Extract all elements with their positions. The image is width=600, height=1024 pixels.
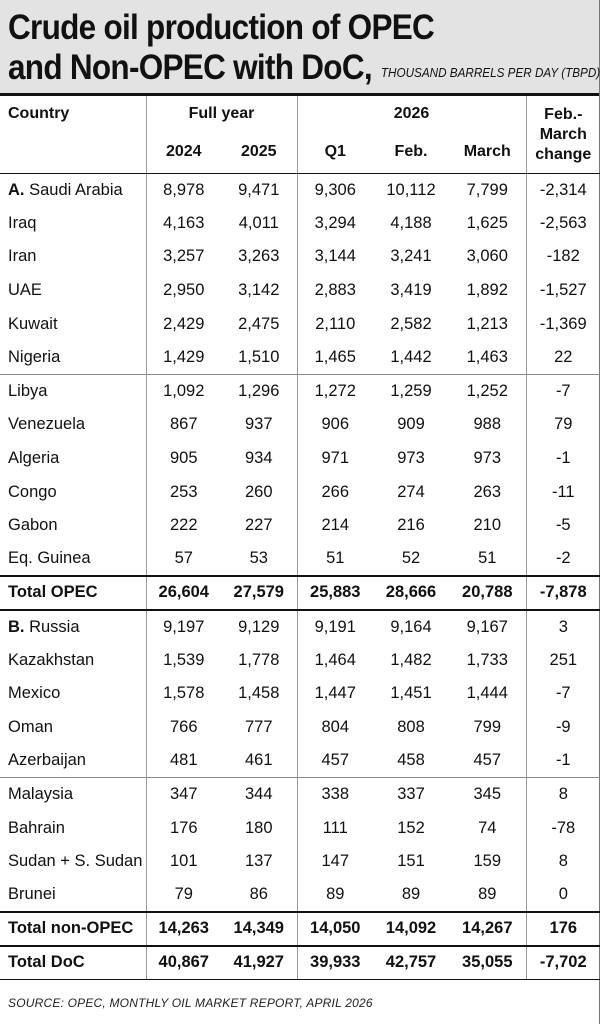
value-q1: 9,306 <box>297 173 373 207</box>
value-2024: 40,867 <box>146 946 221 980</box>
value-feb: 10,112 <box>386 180 436 199</box>
value-change: -1 <box>526 744 600 778</box>
country-cell <box>0 610 146 644</box>
value-2024: 57 <box>146 543 221 577</box>
value-feb: 4,188 <box>390 213 432 232</box>
value-2025: 9,129 <box>238 617 280 636</box>
value-change: 251 <box>526 643 600 677</box>
value-feb: 2,582 <box>390 314 432 333</box>
value-q1: 3,144 <box>297 240 373 274</box>
value-march: 20,788 <box>449 576 526 610</box>
value-march: 1,733 <box>466 650 508 669</box>
units-label: THOUSAND BARRELS PER DAY (TBPD) <box>380 65 600 80</box>
table-row <box>0 207 600 241</box>
table-row <box>0 643 600 677</box>
country-name: Total DoC <box>8 953 85 972</box>
country-cell <box>0 442 146 476</box>
table-row <box>0 677 600 711</box>
value-q1: 9,191 <box>297 610 373 644</box>
value-2025: 180 <box>244 818 273 837</box>
value-2024: 1,578 <box>146 677 221 711</box>
value-march: 988 <box>473 415 502 434</box>
value-march: 799 <box>473 717 502 736</box>
country-cell <box>0 677 146 711</box>
value-feb: 3,419 <box>390 281 432 300</box>
value-2025: 1,296 <box>221 375 297 409</box>
value-march: 210 <box>473 516 502 535</box>
section-label: A. <box>8 180 25 199</box>
value-2024: 101 <box>146 845 221 879</box>
value-change: 3 <box>526 610 600 644</box>
table-row <box>0 274 600 308</box>
value-q1: 1,272 <box>297 375 373 409</box>
country-name: Saudi Arabia <box>29 180 123 199</box>
table-row <box>0 711 600 745</box>
country-name: Total non-OPEC <box>8 919 134 938</box>
value-feb: 1,451 <box>390 684 432 703</box>
country-cell <box>0 912 146 946</box>
section-label: B. <box>8 617 25 636</box>
value-feb: 216 <box>397 516 425 535</box>
source-note: SOURCE: OPEC, MONTHLY OIL MARKET REPORT, APRIL 2026 <box>8 996 373 1010</box>
value-2024: 79 <box>146 878 221 912</box>
country-name: Venezuela <box>8 415 86 434</box>
table-row <box>0 173 600 207</box>
total-row <box>0 946 600 980</box>
table-row <box>0 307 600 341</box>
value-2025: 86 <box>249 885 268 904</box>
value-feb: 909 <box>397 415 425 434</box>
value-change: 79 <box>526 408 600 442</box>
header-feb: Feb. <box>373 131 449 173</box>
value-feb: 3,241 <box>390 247 432 266</box>
value-2025: 777 <box>244 717 273 736</box>
country-name: Iran <box>8 247 37 266</box>
total-row <box>0 576 600 610</box>
value-q1: 266 <box>297 475 373 509</box>
value-2025: 27,579 <box>221 576 297 610</box>
value-march: 1,463 <box>466 348 508 367</box>
country-cell <box>0 878 146 912</box>
country-cell <box>0 543 146 577</box>
value-change: -7,702 <box>526 946 600 980</box>
value-march: 51 <box>478 549 497 568</box>
value-change: 8 <box>526 845 600 879</box>
value-2025: 1,510 <box>238 348 280 367</box>
value-2025: 14,349 <box>221 912 297 946</box>
country-cell <box>0 744 146 778</box>
title-block <box>0 0 599 96</box>
value-2025: 137 <box>244 852 273 871</box>
value-change: -7 <box>526 677 600 711</box>
total-row <box>0 912 600 946</box>
table-row <box>0 408 600 442</box>
value-q1: 39,933 <box>297 946 373 980</box>
value-2024: 8,978 <box>146 173 221 207</box>
value-change: 176 <box>526 912 600 946</box>
header-march: March <box>449 131 526 173</box>
value-q1: 111 <box>297 811 373 845</box>
value-q1: 89 <box>297 878 373 912</box>
header-2024: 2024 <box>146 131 221 173</box>
country-cell <box>0 475 146 509</box>
value-feb: 1,442 <box>390 348 432 367</box>
value-2024: 176 <box>146 811 221 845</box>
country-cell <box>0 845 146 879</box>
table-row <box>0 878 600 912</box>
value-q1: 804 <box>297 711 373 745</box>
value-2024: 2,950 <box>146 274 221 308</box>
value-march: 1,213 <box>466 314 508 333</box>
table-row <box>0 442 600 476</box>
value-q1: 147 <box>297 845 373 879</box>
value-q1: 214 <box>297 509 373 543</box>
value-2024: 3,257 <box>146 240 221 274</box>
value-change: -7,878 <box>526 576 600 610</box>
country-cell <box>0 576 146 610</box>
value-q1: 1,464 <box>297 643 373 677</box>
header-2025: 2025 <box>221 131 297 173</box>
value-march: 35,055 <box>449 946 526 980</box>
country-cell <box>0 173 146 207</box>
value-2025: 937 <box>244 415 273 434</box>
value-2025: 344 <box>221 778 297 812</box>
table-row <box>0 744 600 778</box>
value-change: -9 <box>526 711 600 745</box>
table-row <box>0 543 600 577</box>
country-name: Total OPEC <box>8 583 98 602</box>
country-name: Mexico <box>8 684 61 703</box>
country-cell <box>0 207 146 241</box>
country-name: Libya <box>8 382 48 401</box>
value-march: 9,167 <box>466 617 508 636</box>
title-line-1: Crude oil production of OPEC <box>8 8 435 47</box>
value-2025: 461 <box>244 751 273 770</box>
country-cell <box>0 341 146 375</box>
country-name: Kazakhstan <box>8 650 95 669</box>
country-name: Iraq <box>8 213 37 232</box>
country-name: Congo <box>8 482 57 501</box>
country-name: Nigeria <box>8 348 61 367</box>
value-2025: 3,142 <box>238 281 280 300</box>
value-march: 14,267 <box>449 912 526 946</box>
value-2025: 934 <box>244 449 273 468</box>
value-2025: 2,475 <box>238 314 280 333</box>
value-change: -7 <box>526 375 600 409</box>
value-march: 89 <box>478 885 497 904</box>
value-q1: 2,883 <box>297 274 373 308</box>
value-2025: 53 <box>249 549 268 568</box>
value-2025: 227 <box>244 516 273 535</box>
country-cell <box>0 408 146 442</box>
value-change: -182 <box>526 240 600 274</box>
country-cell <box>0 509 146 543</box>
value-q1: 1,465 <box>297 341 373 375</box>
country-name: Azerbaijan <box>8 751 86 770</box>
value-feb: 42,757 <box>373 946 449 980</box>
country-name: Eq. Guinea <box>8 549 91 568</box>
value-change: 8 <box>526 778 600 812</box>
header-full-year: Full year <box>146 96 297 131</box>
value-march: 7,799 <box>466 180 508 199</box>
production-table <box>0 96 600 980</box>
header-country: Country <box>0 96 146 173</box>
value-q1: 1,447 <box>297 677 373 711</box>
value-2025: 1,778 <box>238 650 280 669</box>
value-2024: 1,539 <box>146 643 221 677</box>
value-feb: 458 <box>397 751 425 770</box>
country-cell <box>0 307 146 341</box>
value-feb: 337 <box>373 778 449 812</box>
table-row <box>0 240 600 274</box>
value-2024: 481 <box>146 744 221 778</box>
value-2025: 4,011 <box>238 213 279 232</box>
country-name: Brunei <box>8 885 56 904</box>
value-q1: 338 <box>297 778 373 812</box>
table-row <box>0 375 600 409</box>
country-cell <box>0 778 146 812</box>
country-cell <box>0 240 146 274</box>
value-2024: 222 <box>146 509 221 543</box>
value-feb: 14,092 <box>373 912 449 946</box>
value-2024: 26,604 <box>146 576 221 610</box>
country-cell <box>0 643 146 677</box>
country-cell <box>0 274 146 308</box>
header-2026: 2026 <box>297 96 526 131</box>
value-change: 0 <box>526 878 600 912</box>
title-line-2: and Non-OPEC with DoC, THOUSAND BARRELS PER DAY (TBPD) <box>8 48 600 87</box>
value-change: -1,527 <box>526 274 600 308</box>
value-feb: 274 <box>397 482 425 501</box>
country-name: Sudan + S. Sudan <box>8 852 143 871</box>
country-name: Algeria <box>8 449 60 468</box>
value-q1: 906 <box>297 408 373 442</box>
table-row <box>0 509 600 543</box>
value-2025: 9,471 <box>238 180 280 199</box>
value-2024: 1,092 <box>146 375 221 409</box>
value-feb: 808 <box>397 717 425 736</box>
value-2024: 14,263 <box>146 912 221 946</box>
table-row <box>0 778 600 812</box>
value-march: 3,060 <box>466 247 508 266</box>
value-2024: 253 <box>146 475 221 509</box>
value-2024: 9,197 <box>146 610 221 644</box>
value-2024: 2,429 <box>146 307 221 341</box>
value-march: 263 <box>473 482 502 501</box>
value-2025: 41,927 <box>221 946 297 980</box>
country-name: Gabon <box>8 516 58 535</box>
value-q1: 3,294 <box>297 207 373 241</box>
value-march: 345 <box>449 778 526 812</box>
value-march: 1,625 <box>466 213 508 232</box>
value-march: 973 <box>473 449 502 468</box>
country-name: Kuwait <box>8 314 58 333</box>
country-name: Oman <box>8 717 53 736</box>
value-change: -2,563 <box>526 207 600 241</box>
value-march: 457 <box>473 751 502 770</box>
value-march: 1,892 <box>466 281 508 300</box>
value-march: 1,252 <box>449 375 526 409</box>
value-change: -1,369 <box>526 307 600 341</box>
value-feb: 52 <box>401 549 421 568</box>
country-cell <box>0 946 146 980</box>
value-march: 159 <box>473 852 502 871</box>
value-feb: 973 <box>397 449 425 468</box>
value-q1: 2,110 <box>297 307 373 341</box>
value-feb: 1,482 <box>390 650 432 669</box>
value-change: 22 <box>526 341 600 375</box>
value-feb: 89 <box>401 885 421 904</box>
value-march: 1,444 <box>466 684 508 703</box>
country-name: UAE <box>8 281 42 300</box>
value-2024: 1,429 <box>146 341 221 375</box>
country-name: Malaysia <box>8 785 74 804</box>
header-q1: Q1 <box>297 131 373 173</box>
value-feb: 152 <box>397 818 425 837</box>
value-q1: 457 <box>297 744 373 778</box>
value-march: 74 <box>478 818 497 837</box>
value-q1: 25,883 <box>297 576 373 610</box>
table-row <box>0 341 600 375</box>
value-2025: 1,458 <box>238 684 280 703</box>
country-cell <box>0 811 146 845</box>
value-q1: 51 <box>297 543 373 577</box>
value-2024: 867 <box>146 408 221 442</box>
value-2025: 3,263 <box>238 247 280 266</box>
value-feb: 28,666 <box>373 576 449 610</box>
header-change: Feb.- March change <box>526 96 600 173</box>
value-feb: 1,259 <box>373 375 449 409</box>
value-change: -11 <box>526 475 600 509</box>
table-row <box>0 845 600 879</box>
value-change: -5 <box>526 509 600 543</box>
table-row <box>0 610 600 644</box>
country-name: Bahrain <box>8 818 65 837</box>
country-cell <box>0 711 146 745</box>
country-name: Russia <box>29 617 80 636</box>
value-feb: 151 <box>397 852 425 871</box>
value-change: -2 <box>526 543 600 577</box>
value-change: -2,314 <box>526 173 600 207</box>
value-q1: 14,050 <box>297 912 373 946</box>
table-body <box>0 173 600 979</box>
value-change: -78 <box>526 811 600 845</box>
table-row <box>0 475 600 509</box>
value-2024: 766 <box>146 711 221 745</box>
value-2024: 4,163 <box>146 207 221 241</box>
value-feb: 9,164 <box>390 617 432 636</box>
table-row <box>0 811 600 845</box>
value-q1: 971 <box>297 442 373 476</box>
value-change: -1 <box>526 442 600 476</box>
country-cell <box>0 375 146 409</box>
value-2025: 260 <box>244 482 273 501</box>
value-2024: 347 <box>146 778 221 812</box>
value-2024: 905 <box>146 442 221 476</box>
